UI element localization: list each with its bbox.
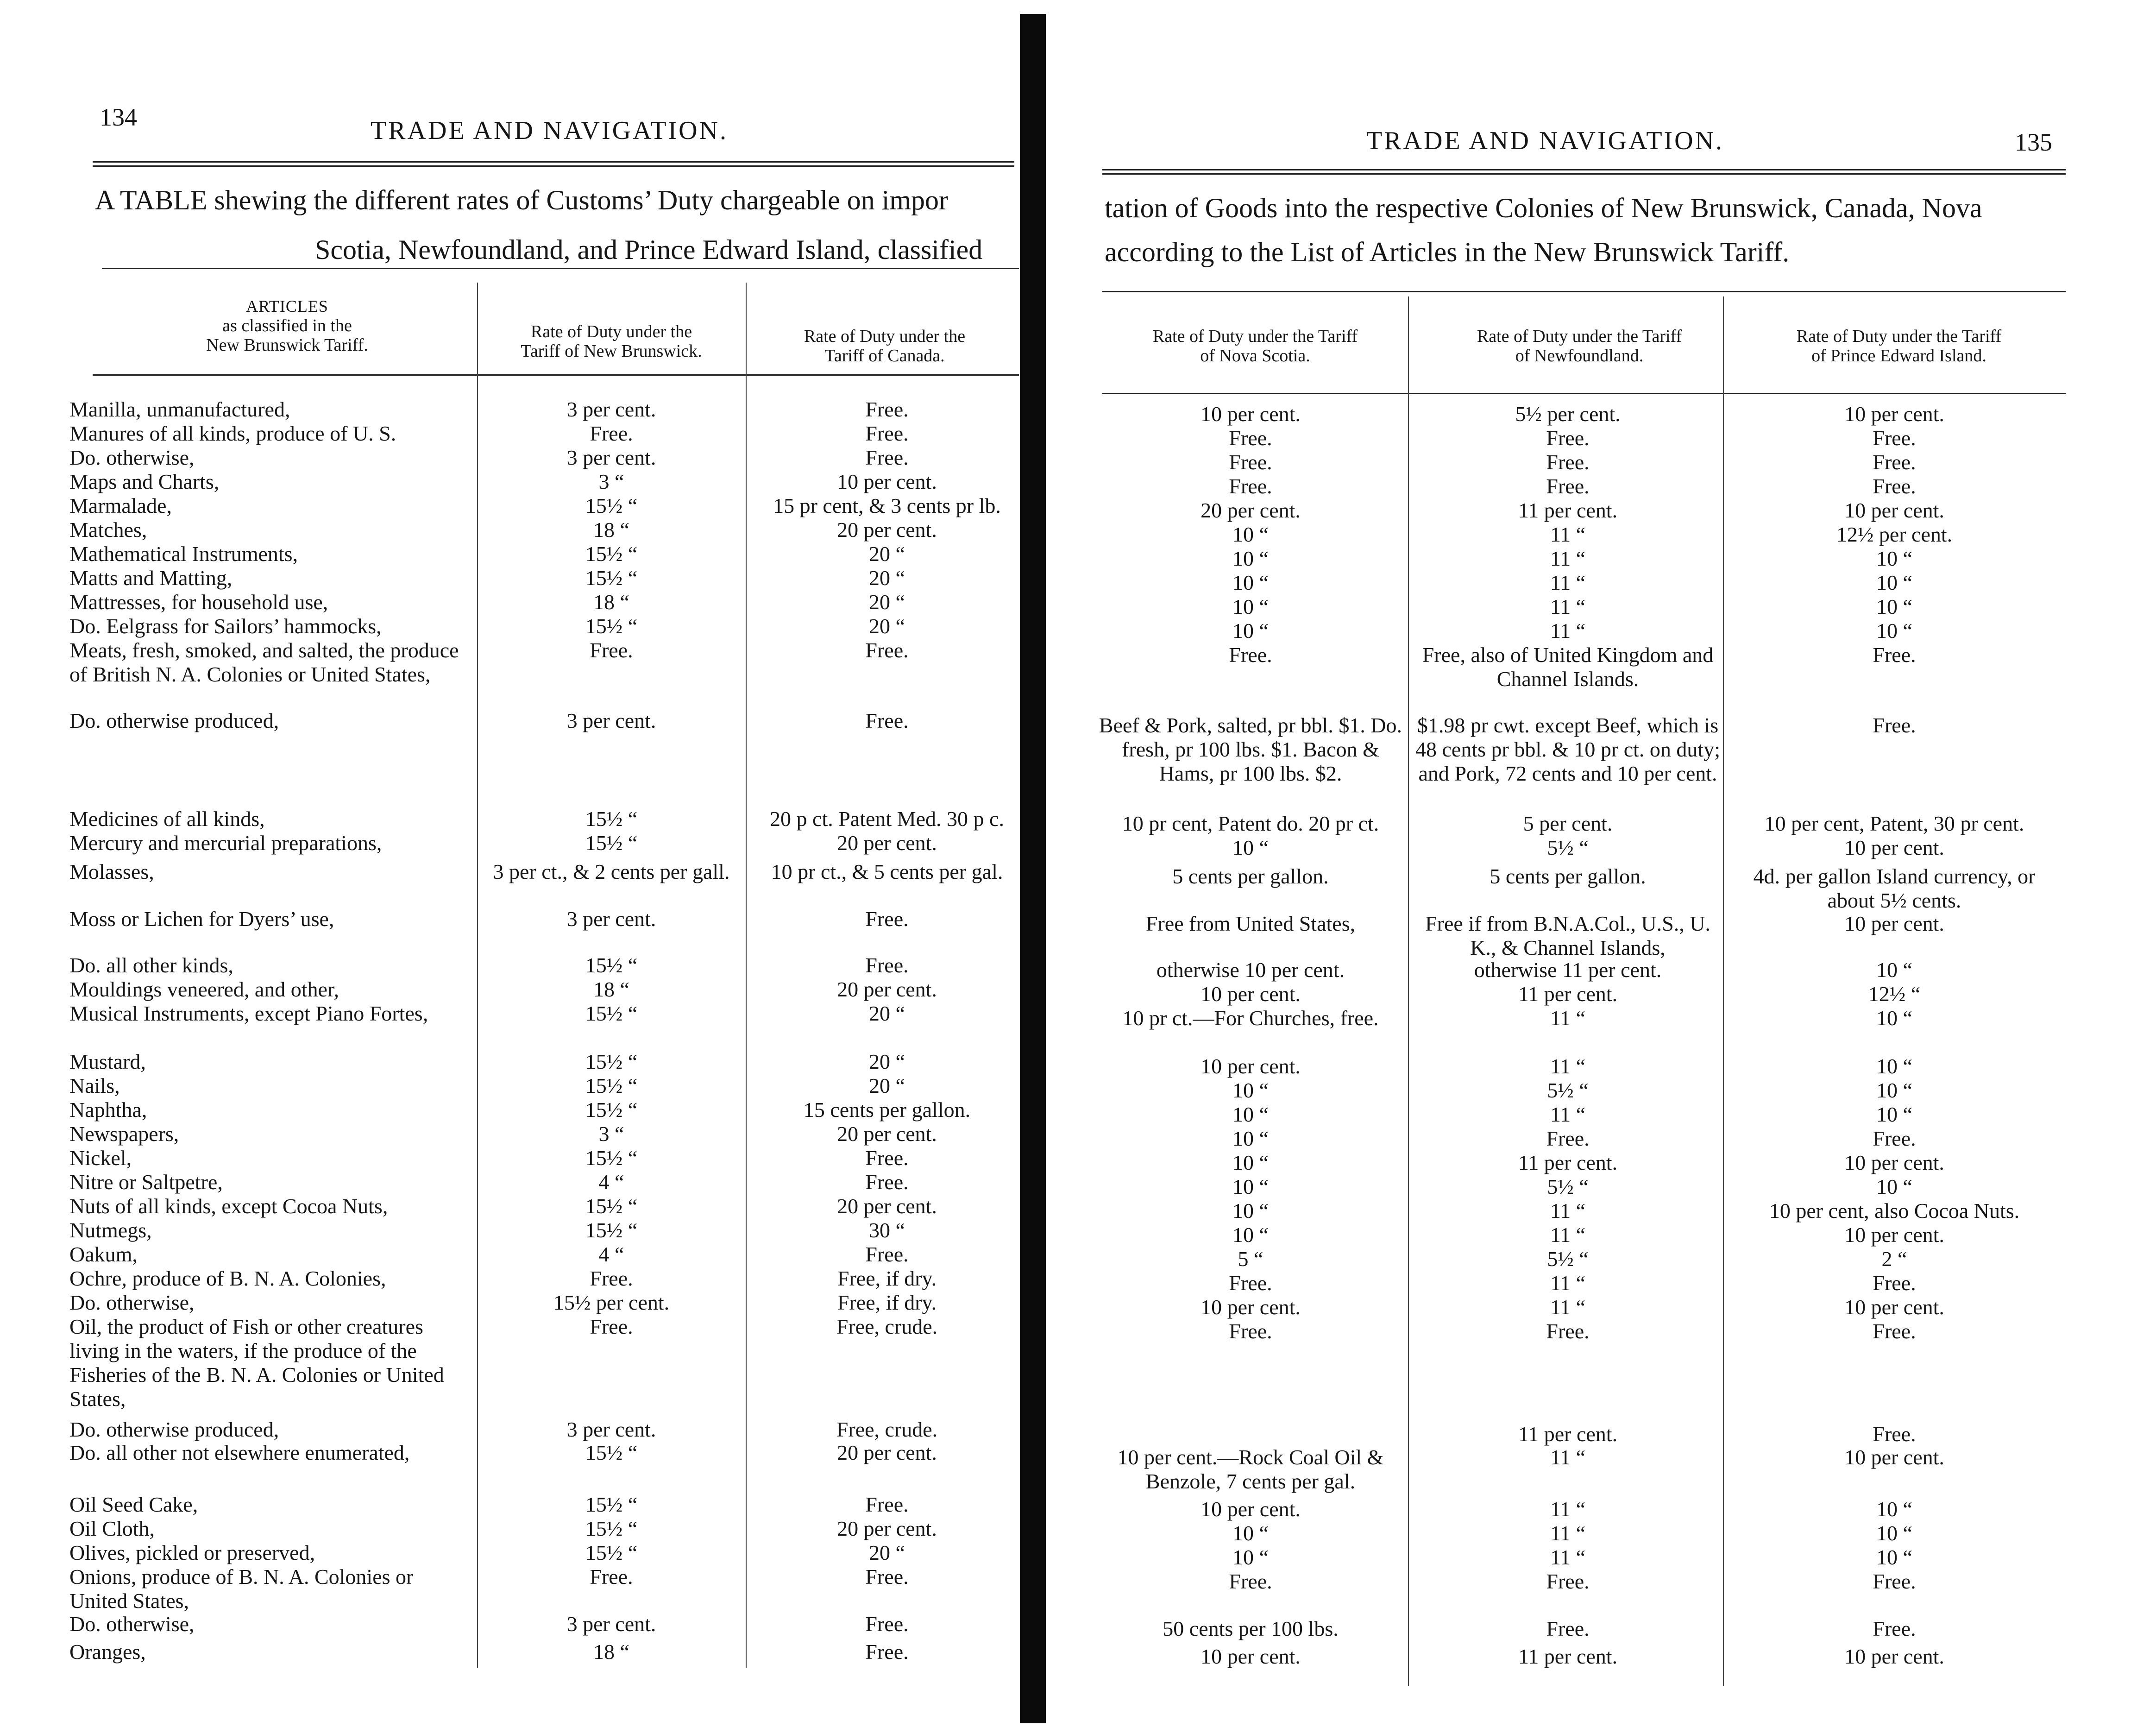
rate-nova-scotia: Free. xyxy=(1229,450,1272,474)
article-name: Do. otherwise produced, xyxy=(69,709,279,732)
rate-newfoundland: 11 “ xyxy=(1550,1545,1586,1569)
rate-canada: 20 per cent. xyxy=(837,1194,937,1218)
rate-prince-edward-island: 10 “ xyxy=(1876,1006,1912,1030)
rate-nova-scotia: 20 per cent. xyxy=(1201,498,1301,522)
rate-new-brunswick: Free. xyxy=(590,1315,633,1338)
page-number-left: 134 xyxy=(100,103,137,131)
header-articles-title: ARTICLES xyxy=(246,297,328,315)
rate-nova-scotia: Free. xyxy=(1229,474,1272,498)
article-name: Ochre, produce of B. N. A. Colonies, xyxy=(69,1267,386,1290)
rate-new-brunswick: 15½ “ xyxy=(585,1541,638,1564)
rate-nova-scotia: 10 “ xyxy=(1232,595,1269,618)
rate-nova-scotia: 50 cents per 100 lbs. xyxy=(1163,1617,1339,1640)
article-name: Mouldings veneered, and other, xyxy=(69,977,339,1001)
article-name: Do. otherwise, xyxy=(69,446,195,469)
article-name: Newspapers, xyxy=(69,1122,179,1146)
rate-new-brunswick: 3 “ xyxy=(598,470,624,493)
rate-canada: 30 “ xyxy=(869,1218,905,1242)
header-articles xyxy=(139,296,435,355)
rate-newfoundland: 11 “ xyxy=(1550,1103,1586,1126)
article-name: Do. all other not elsewhere enumerated, xyxy=(69,1441,410,1464)
rate-nova-scotia: 10 “ xyxy=(1232,523,1269,546)
rate-newfoundland: 11 “ xyxy=(1550,547,1586,570)
article-name: Oakum, xyxy=(69,1242,138,1266)
rate-canada: 20 “ xyxy=(869,1541,905,1564)
article-name: Mathematical Instruments, xyxy=(69,542,298,566)
rate-nova-scotia: 10 “ xyxy=(1232,571,1269,594)
article-name: Do. all other kinds, xyxy=(69,953,233,977)
header-nf-line2: of Newfoundland. xyxy=(1515,346,1644,366)
rate-new-brunswick: Free. xyxy=(590,638,633,662)
rate-new-brunswick: 15½ “ xyxy=(585,1074,638,1097)
rate-newfoundland: Free. xyxy=(1546,450,1590,474)
header-prince-edward-island xyxy=(1737,327,2061,366)
rate-new-brunswick: 18 “ xyxy=(593,518,629,542)
rate-nova-scotia: 10 “ xyxy=(1232,1175,1269,1198)
rate-newfoundland: 5 cents per gallon. xyxy=(1490,864,1646,888)
rate-prince-edward-island: 10 per cent. xyxy=(1844,912,1944,935)
article-name: Onions, produce of B. N. A. Colonies or United States, xyxy=(69,1565,414,1613)
rate-new-brunswick: 18 “ xyxy=(593,1640,629,1664)
rate-prince-edward-island: 10 “ xyxy=(1876,1078,1912,1102)
rate-canada: 10 per cent. xyxy=(837,470,937,493)
rate-prince-edward-island: 10 per cent, also Cocoa Nuts. xyxy=(1769,1199,2020,1223)
rate-nova-scotia: Free. xyxy=(1229,1569,1272,1593)
rate-canada: 20 per cent. xyxy=(837,518,937,542)
rate-newfoundland: 11 “ xyxy=(1550,1006,1586,1030)
rate-newfoundland: 11 “ xyxy=(1550,1054,1586,1078)
rate-prince-edward-island: 10 per cent, Patent, 30 pr cent. xyxy=(1764,812,2024,835)
rate-prince-edward-island: 10 “ xyxy=(1876,1103,1912,1126)
rate-newfoundland: 11 “ xyxy=(1550,571,1586,594)
header-ns-line1: Rate of Duty under the Tariff xyxy=(1152,327,1358,346)
article-name: Musical Instruments, except Piano Fortes, xyxy=(69,1002,428,1025)
header-rule-left xyxy=(93,374,1019,376)
rate-newfoundland: 11 “ xyxy=(1550,1271,1586,1295)
rate-newfoundland: 11 “ xyxy=(1550,1521,1586,1545)
rate-new-brunswick: 15½ “ xyxy=(585,1194,638,1218)
rate-prince-edward-island: Free. xyxy=(1873,1271,1916,1295)
rate-prince-edward-island: 12½ “ xyxy=(1868,982,1921,1006)
header-rule-right xyxy=(1102,393,2066,394)
rate-canada: Free. xyxy=(865,709,909,732)
header-newfoundland xyxy=(1422,327,1737,366)
rate-prince-edward-island: 10 per cent. xyxy=(1844,1223,1944,1247)
table-caption-line3: tation of Goods into the respective Colonies of New Brunswick, Canada, Nova xyxy=(1105,193,1982,223)
header-new-brunswick xyxy=(482,322,741,361)
rate-canada: Free. xyxy=(865,1242,909,1266)
rate-prince-edward-island: Free. xyxy=(1873,643,1916,667)
rate-nova-scotia: 10 “ xyxy=(1232,1103,1269,1126)
rate-prince-edward-island: 10 “ xyxy=(1876,1497,1912,1521)
article-name: Moss or Lichen for Dyers’ use, xyxy=(69,907,334,931)
header-ns-line2: of Nova Scotia. xyxy=(1200,346,1310,366)
rate-new-brunswick: 15½ “ xyxy=(585,1517,638,1540)
rate-canada: 15 cents per gallon. xyxy=(803,1098,971,1122)
rate-newfoundland: Free. xyxy=(1546,1319,1590,1343)
rate-new-brunswick: 18 “ xyxy=(593,977,629,1001)
rate-prince-edward-island: 10 “ xyxy=(1876,595,1912,618)
rate-canada: Free. xyxy=(865,953,909,977)
rate-prince-edward-island: 10 per cent. xyxy=(1844,1645,1944,1668)
article-name: Nails, xyxy=(69,1074,120,1097)
article-name: Oil Cloth, xyxy=(69,1517,155,1540)
rate-newfoundland: Free. xyxy=(1546,1617,1590,1640)
article-name: Do. otherwise, xyxy=(69,1612,195,1636)
rate-newfoundland: $1.98 pr cwt. except Beef, which is 48 cents pr bbl. & 10 pr ct. on duty; and Pork, 72 cents and 10 per cent. xyxy=(1415,713,1720,785)
rate-newfoundland: 5½ “ xyxy=(1547,836,1589,859)
rate-nova-scotia: 10 “ xyxy=(1232,1223,1269,1247)
rate-canada: Free. xyxy=(865,422,909,445)
table-caption-line2: Scotia, Newfoundland, and Prince Edward Island, classified xyxy=(315,234,983,265)
rate-canada: 20 “ xyxy=(869,1002,905,1025)
rate-nova-scotia: Free. xyxy=(1229,1271,1272,1295)
rate-new-brunswick: 15½ “ xyxy=(585,1050,638,1073)
rate-canada: 20 “ xyxy=(869,566,905,590)
rate-new-brunswick: 3 per cent. xyxy=(566,709,656,732)
rate-canada: 10 pr ct., & 5 cents per gal. xyxy=(771,860,1003,883)
rate-new-brunswick: 15½ “ xyxy=(585,1441,638,1464)
rate-new-brunswick: 3 per cent. xyxy=(566,1612,656,1636)
rate-new-brunswick: 3 per cent. xyxy=(566,1418,656,1441)
rate-newfoundland: 11 “ xyxy=(1550,1223,1586,1247)
running-head-right: TRADE AND NAVIGATION. xyxy=(1366,126,1724,155)
rate-nova-scotia: Free. xyxy=(1229,426,1272,450)
rate-prince-edward-island: 10 “ xyxy=(1876,1521,1912,1545)
rate-nova-scotia: 10 “ xyxy=(1232,547,1269,570)
article-name: Nuts of all kinds, except Cocoa Nuts, xyxy=(69,1194,388,1218)
article-name: Nickel, xyxy=(69,1146,132,1170)
rate-canada: Free. xyxy=(865,1612,909,1636)
rate-new-brunswick: 18 “ xyxy=(593,590,629,614)
rate-nova-scotia: 10 per cent. xyxy=(1201,1645,1301,1668)
head-rule-right xyxy=(1102,169,2066,175)
header-pe-line1: Rate of Duty under the Tariff xyxy=(1796,327,2002,346)
rate-nova-scotia: 10 “ xyxy=(1232,1127,1269,1150)
rate-nova-scotia: 10 pr cent, Patent do. 20 pr ct. xyxy=(1122,812,1379,835)
rate-canada: 20 per cent. xyxy=(837,1441,937,1464)
rate-nova-scotia: Beef & Pork, salted, pr bbl. $1. Do. fresh, pr 100 lbs. $1. Bacon & Hams, pr 100 lbs. $2. xyxy=(1099,713,1402,785)
caption-rule-right xyxy=(1102,291,2066,292)
rate-nova-scotia: 10 per cent. xyxy=(1201,1054,1301,1078)
rate-newfoundland: 5½ “ xyxy=(1547,1175,1589,1198)
rate-nova-scotia: 10 per cent. xyxy=(1201,1497,1301,1521)
rate-newfoundland: 11 per cent. xyxy=(1518,498,1618,522)
rate-prince-edward-island: Free. xyxy=(1873,426,1916,450)
rate-new-brunswick: 15½ “ xyxy=(585,1146,638,1170)
rate-newfoundland: 11 per cent. xyxy=(1518,1422,1618,1446)
rate-newfoundland: 11 “ xyxy=(1550,619,1586,643)
rate-prince-edward-island: 10 per cent. xyxy=(1844,836,1944,859)
rate-newfoundland: 11 “ xyxy=(1550,1445,1586,1469)
rate-newfoundland: 5½ per cent. xyxy=(1515,402,1621,426)
rate-new-brunswick: 15½ “ xyxy=(585,807,638,831)
rate-new-brunswick: 15½ “ xyxy=(585,953,638,977)
article-name: Maps and Charts, xyxy=(69,470,220,493)
rate-new-brunswick: 3 per cent. xyxy=(566,397,656,421)
column-divider-articles xyxy=(477,283,478,1668)
rate-newfoundland: 11 “ xyxy=(1550,1497,1586,1521)
header-ca-line2: Tariff of Canada. xyxy=(824,346,945,366)
rate-new-brunswick: 15½ “ xyxy=(585,1493,638,1516)
rate-newfoundland: 11 “ xyxy=(1550,1295,1586,1319)
header-ca-line1: Rate of Duty under the xyxy=(804,327,966,346)
rate-newfoundland: otherwise 11 per cent. xyxy=(1474,958,1662,982)
rate-newfoundland: 11 “ xyxy=(1550,1199,1586,1223)
rate-canada: Free. xyxy=(865,1170,909,1194)
rate-prince-edward-island: 10 “ xyxy=(1876,571,1912,594)
rate-new-brunswick: 15½ “ xyxy=(585,542,638,566)
rate-newfoundland: 11 “ xyxy=(1550,595,1586,618)
rate-canada: Free, crude. xyxy=(836,1315,938,1338)
article-name: Do. otherwise produced, xyxy=(69,1418,279,1441)
rate-nova-scotia: 10 “ xyxy=(1232,1151,1269,1174)
header-nb-line1: Rate of Duty under the xyxy=(530,322,692,341)
rate-new-brunswick: 15½ “ xyxy=(585,566,638,590)
rate-new-brunswick: 15½ “ xyxy=(585,494,638,517)
rate-canada: Free. xyxy=(865,1565,909,1588)
article-name: Naphtha, xyxy=(69,1098,147,1122)
header-nb-line2: Tariff of New Brunswick. xyxy=(521,341,702,361)
page-number-right: 135 xyxy=(2015,128,2052,156)
article-name: Oranges, xyxy=(69,1640,146,1664)
article-name: Marmalade, xyxy=(69,494,172,517)
rate-prince-edward-island: 10 “ xyxy=(1876,1175,1912,1198)
rate-new-brunswick: 15½ “ xyxy=(585,831,638,855)
rate-prince-edward-island: 10 “ xyxy=(1876,619,1912,643)
right-page xyxy=(1065,0,2156,1727)
rate-newfoundland: Free. xyxy=(1546,1127,1590,1150)
rate-newfoundland: Free if from B.N.A.Col., U.S., U. K., & Channel Islands, xyxy=(1425,912,1710,959)
left-page xyxy=(0,0,1037,1727)
rate-newfoundland: Free. xyxy=(1546,474,1590,498)
rate-prince-edward-island: 10 “ xyxy=(1876,958,1912,982)
rate-prince-edward-island: 4d. per gallon Island currency, or about 5½ cents. xyxy=(1753,864,2036,912)
rate-nova-scotia: 10 “ xyxy=(1232,1545,1269,1569)
rate-nova-scotia: 10 “ xyxy=(1232,1521,1269,1545)
rate-canada: 20 per cent. xyxy=(837,1122,937,1146)
rate-canada: 20 “ xyxy=(869,1050,905,1073)
article-name: Olives, pickled or preserved, xyxy=(69,1541,315,1564)
rate-new-brunswick: Free. xyxy=(590,1565,633,1588)
article-name: Do. otherwise, xyxy=(69,1291,195,1314)
article-name: Molasses, xyxy=(69,860,154,883)
rate-canada: Free, if dry. xyxy=(837,1291,937,1314)
rate-prince-edward-island: 10 per cent. xyxy=(1844,1151,1944,1174)
rate-prince-edward-island: 12½ per cent. xyxy=(1836,523,1953,546)
rate-new-brunswick: 3 “ xyxy=(598,1122,624,1146)
rate-prince-edward-island: Free. xyxy=(1873,1127,1916,1150)
rate-new-brunswick: 3 per cent. xyxy=(566,907,656,931)
rate-canada: 15 pr cent, & 3 cents pr lb. xyxy=(773,494,1001,517)
rate-nova-scotia: 5 “ xyxy=(1238,1247,1263,1271)
rate-new-brunswick: 4 “ xyxy=(598,1170,624,1194)
header-pe-line2: of Prince Edward Island. xyxy=(1811,346,1986,366)
rate-prince-edward-island: 10 “ xyxy=(1876,1054,1912,1078)
article-name: Do. Eelgrass for Sailors’ hammocks, xyxy=(69,614,382,638)
rate-newfoundland: Free. xyxy=(1546,426,1590,450)
rate-canada: 20 “ xyxy=(869,590,905,614)
header-canada xyxy=(746,327,1024,366)
rate-nova-scotia: 10 “ xyxy=(1232,836,1269,859)
rate-new-brunswick: Free. xyxy=(590,1267,633,1290)
rate-canada: Free. xyxy=(865,907,909,931)
rate-nova-scotia: 10 per cent. xyxy=(1201,1295,1301,1319)
article-name: Meats, fresh, smoked, and salted, the produce of British N. A. Colonies or United States, xyxy=(69,638,459,686)
rate-nova-scotia: 10 per cent. xyxy=(1201,982,1301,1006)
column-divider-nf xyxy=(1723,296,1724,1686)
rate-prince-edward-island: 10 per cent. xyxy=(1844,402,1944,426)
rate-prince-edward-island: 10 per cent. xyxy=(1844,1295,1944,1319)
rate-canada: Free. xyxy=(865,397,909,421)
column-divider-nb xyxy=(746,283,747,1668)
article-name: Nutmegs, xyxy=(69,1218,152,1242)
rate-new-brunswick: 15½ “ xyxy=(585,1002,638,1025)
rate-canada: 20 per cent. xyxy=(837,831,937,855)
article-name: Medicines of all kinds, xyxy=(69,807,265,831)
rate-nova-scotia: 10 “ xyxy=(1232,619,1269,643)
rate-newfoundland: 11 “ xyxy=(1550,523,1586,546)
rate-nova-scotia: 10 “ xyxy=(1232,1199,1269,1223)
header-articles-sub1: as classified in the xyxy=(222,316,352,335)
rate-prince-edward-island: Free. xyxy=(1873,1422,1916,1446)
table-caption-line1: A TABLE shewing the different rates of Customs’ Duty chargeable on impor xyxy=(95,185,949,215)
rate-new-brunswick: 4 “ xyxy=(598,1242,624,1266)
article-name: Mattresses, for household use, xyxy=(69,590,328,614)
rate-nova-scotia: 10 per cent. xyxy=(1201,402,1301,426)
rate-nova-scotia: 10 “ xyxy=(1232,1078,1269,1102)
rate-newfoundland: Free, also of United Kingdom and Channel Islands. xyxy=(1422,643,1714,691)
rate-canada: Free. xyxy=(865,1493,909,1516)
rate-canada: 20 p ct. Patent Med. 30 p c. xyxy=(770,807,1004,831)
caption-rule-left xyxy=(102,268,1019,269)
head-rule-left xyxy=(93,161,1014,167)
rate-newfoundland: 5½ “ xyxy=(1547,1078,1589,1102)
rate-canada: 20 “ xyxy=(869,614,905,638)
rate-nova-scotia: 10 per cent.—Rock Coal Oil & Benzole, 7 cents per gal. xyxy=(1117,1445,1384,1493)
rate-nova-scotia: otherwise 10 per cent. xyxy=(1156,958,1345,982)
article-name: Manures of all kinds, produce of U. S. xyxy=(69,422,396,445)
rate-new-brunswick: Free. xyxy=(590,422,633,445)
rate-prince-edward-island: Free. xyxy=(1873,1617,1916,1640)
rate-new-brunswick: 3 per cent. xyxy=(566,446,656,469)
article-name: Nitre or Saltpetre, xyxy=(69,1170,223,1194)
rate-newfoundland: 5 per cent. xyxy=(1523,812,1613,835)
rate-canada: Free, crude. xyxy=(836,1418,938,1441)
rate-newfoundland: 5½ “ xyxy=(1547,1247,1589,1271)
rate-canada: Free. xyxy=(865,1640,909,1664)
rate-new-brunswick: 15½ “ xyxy=(585,1098,638,1122)
article-name: Mustard, xyxy=(69,1050,146,1073)
rate-nova-scotia: Free. xyxy=(1229,643,1272,667)
rate-prince-edward-island: 2 “ xyxy=(1881,1247,1907,1271)
article-name: Matts and Matting, xyxy=(69,566,233,590)
header-nf-line1: Rate of Duty under the Tariff xyxy=(1477,327,1682,346)
rate-prince-edward-island: 10 “ xyxy=(1876,547,1912,570)
rate-canada: Free. xyxy=(865,1146,909,1170)
rate-prince-edward-island: Free. xyxy=(1873,1569,1916,1593)
rate-canada: 20 “ xyxy=(869,1074,905,1097)
article-name: Mercury and mercurial preparations, xyxy=(69,831,382,855)
rate-nova-scotia: Free. xyxy=(1229,1319,1272,1343)
rate-new-brunswick: 3 per ct., & 2 cents per gall. xyxy=(493,860,730,883)
article-name: Oil, the product of Fish or other creatures living in the waters, if the produce of the Fisheries of the B. N. A. Colonies or United States, xyxy=(69,1315,444,1411)
rate-newfoundland: 11 per cent. xyxy=(1518,1151,1618,1174)
rate-canada: 20 per cent. xyxy=(837,1517,937,1540)
rate-prince-edward-island: 10 per cent. xyxy=(1844,1445,1944,1469)
rate-prince-edward-island: 10 “ xyxy=(1876,1545,1912,1569)
rate-prince-edward-island: Free. xyxy=(1873,1319,1916,1343)
rate-nova-scotia: 5 cents per gallon. xyxy=(1172,864,1329,888)
header-nova-scotia xyxy=(1093,327,1417,366)
table-caption-line4: according to the List of Articles in the New Brunswick Tariff. xyxy=(1105,237,1790,267)
rate-newfoundland: 11 per cent. xyxy=(1518,1645,1618,1668)
rate-newfoundland: Free. xyxy=(1546,1569,1590,1593)
rate-new-brunswick: 15½ “ xyxy=(585,614,638,638)
rate-prince-edward-island: 10 per cent. xyxy=(1844,498,1944,522)
rate-newfoundland: 11 per cent. xyxy=(1518,982,1618,1006)
rate-canada: Free. xyxy=(865,638,909,662)
article-name: Oil Seed Cake, xyxy=(69,1493,198,1516)
rate-nova-scotia: Free from United States, xyxy=(1145,912,1356,935)
column-divider-ns xyxy=(1408,296,1409,1686)
rate-prince-edward-island: Free. xyxy=(1873,450,1916,474)
running-head-left: TRADE AND NAVIGATION. xyxy=(371,116,729,145)
article-name: Manilla, unmanufactured, xyxy=(69,397,290,421)
rate-prince-edward-island: Free. xyxy=(1873,474,1916,498)
rate-canada: 20 “ xyxy=(869,542,905,566)
rate-new-brunswick: 15½ per cent. xyxy=(553,1291,670,1314)
header-articles-sub2: New Brunswick Tariff. xyxy=(206,335,368,355)
rate-nova-scotia: 10 pr ct.—For Churches, free. xyxy=(1122,1006,1379,1030)
rate-canada: 20 per cent. xyxy=(837,977,937,1001)
rate-new-brunswick: 15½ “ xyxy=(585,1218,638,1242)
rate-canada: Free, if dry. xyxy=(837,1267,937,1290)
rate-prince-edward-island: Free. xyxy=(1873,713,1916,737)
rate-canada: Free. xyxy=(865,446,909,469)
article-name: Matches, xyxy=(69,518,147,542)
